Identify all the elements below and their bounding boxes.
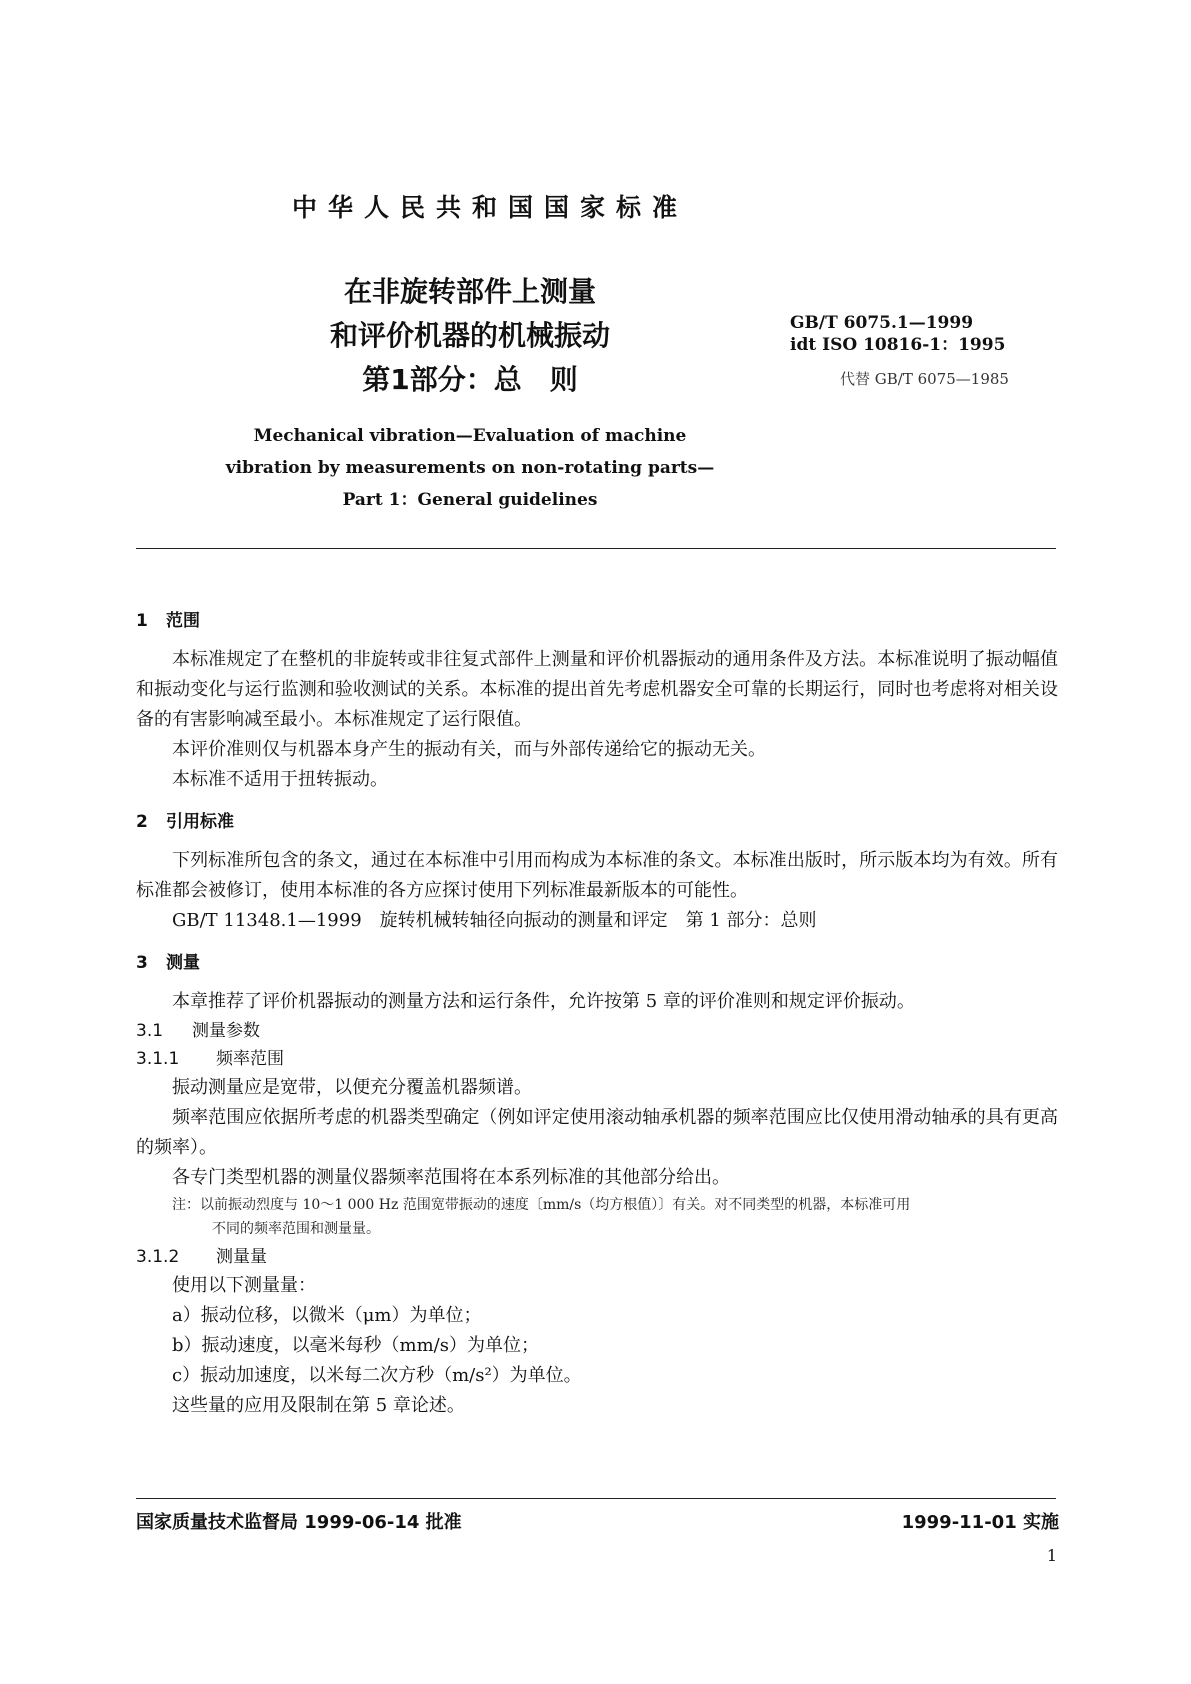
section-1-paragraph: 本评价准则仅与机器本身产生的振动有关，而与外部传递给它的振动无关。 <box>172 739 766 760</box>
note-text: 以前振动烈度与 10～1 000 Hz 范围宽带振动的速度〔mm/s（均方根值）〕有关。对不同类型的机器，本标准可用 <box>200 1197 911 1213</box>
standard-code: GB/T 6075.1—1999 <box>790 313 974 333</box>
note-text-continued: 不同的频率范围和测量量。 <box>212 1221 380 1237</box>
subsection-3-1-1-paragraph: 各专门类型机器的测量仪器频率范围将在本系列标准的其他部分给出。 <box>172 1167 730 1188</box>
effective-date: 1999-11-01 实施 <box>901 1512 1059 1533</box>
section-1-paragraph: 本标准规定了在整机的非旋转或非往复式部件上测量和评价机器振动的通用条件及方法。本标准说明了振动幅值和振动变化与运行监测和验收测试的关系。本标准的提出首先考虑机器安全可靠的长期运行，同时也考虑将对相关设备的有害影响减至最小。本标准规定了运行限值。 <box>136 649 1058 730</box>
measurement-intro: 使用以下测量量： <box>172 1275 316 1296</box>
english-title-line-2: vibration by measurements on non-rotating parts— <box>225 458 715 478</box>
subsection-3-1-1-paragraph: 振动测量应是宽带，以便充分覆盖机器频谱。 <box>172 1077 532 1098</box>
english-title <box>200 420 740 516</box>
english-title-line-1: Mechanical vibration—Evaluation of machine <box>253 426 687 446</box>
approval-date: 国家质量技术监督局 1999-06-14 批准 <box>136 1512 462 1533</box>
list-item: b）振动速度，以毫米每秒（mm/s）为单位； <box>172 1335 539 1356</box>
header-divider <box>136 548 1056 549</box>
national-standard-header: 中华人民共和国国家标准 <box>292 193 689 222</box>
section-3-heading: 3 测量 <box>136 953 200 973</box>
replaces-code: 代替 GB/T 6075—1985 <box>840 370 1009 388</box>
normative-reference: GB/T 11348.1—1999 旋转机械转轴径向振动的测量和评定 第 1 部分：总则 <box>172 910 817 931</box>
iso-equivalent-code: idt ISO 10816-1：1995 <box>790 335 1006 355</box>
subsection-3-1-1-heading: 3.1.1 频率范围 <box>136 1049 284 1069</box>
section-1-paragraph: 本标准不适用于扭转振动。 <box>172 769 388 790</box>
chinese-title-line-2: 和评价机器的机械振动 <box>329 319 610 352</box>
list-item: c）振动加速度，以米每二次方秒（m/s²）为单位。 <box>172 1365 582 1386</box>
subsection-3-1-1-paragraph: 频率范围应依据所考虑的机器类型确定（例如评定使用滚动轴承机器的频率范围应比仅使用滑动轴承的具有更高的频率）。 <box>136 1107 1058 1158</box>
chinese-title-line-1: 在非旋转部件上测量 <box>343 275 596 308</box>
section-3-paragraph: 本章推荐了评价机器振动的测量方法和运行条件，允许按第 5 章的评价准则和规定评价振动。 <box>172 991 915 1012</box>
list-item: a）振动位移，以微米（μm）为单位； <box>172 1305 482 1326</box>
document-body <box>136 606 1058 1421</box>
chinese-title-line-3: 第1部分：总 则 <box>362 363 578 396</box>
section-2-paragraph: 下列标准所包含的条文，通过在本标准中引用而构成为本标准的条文。本标准出版时，所示版本均为有效。所有标准都会被修订，使用本标准的各方应探讨使用下列标准最新版本的可能性。 <box>136 850 1058 901</box>
note <box>136 1193 1058 1241</box>
subsection-3-1-heading: 3.1 测量参数 <box>136 1021 260 1041</box>
english-title-line-3: Part 1：General guidelines <box>342 490 598 510</box>
standard-code-block <box>790 312 1009 390</box>
footer-divider <box>136 1498 1056 1499</box>
section-2-heading: 2 引用标准 <box>136 812 234 832</box>
section-1-heading: 1 范围 <box>136 611 200 631</box>
note-label: 注： <box>172 1197 200 1213</box>
chinese-title <box>300 270 640 402</box>
measurement-closing: 这些量的应用及限制在第 5 章论述。 <box>172 1395 465 1416</box>
subsection-3-1-2-heading: 3.1.2 测量量 <box>136 1247 267 1267</box>
page-number: 1 <box>1046 1546 1057 1565</box>
